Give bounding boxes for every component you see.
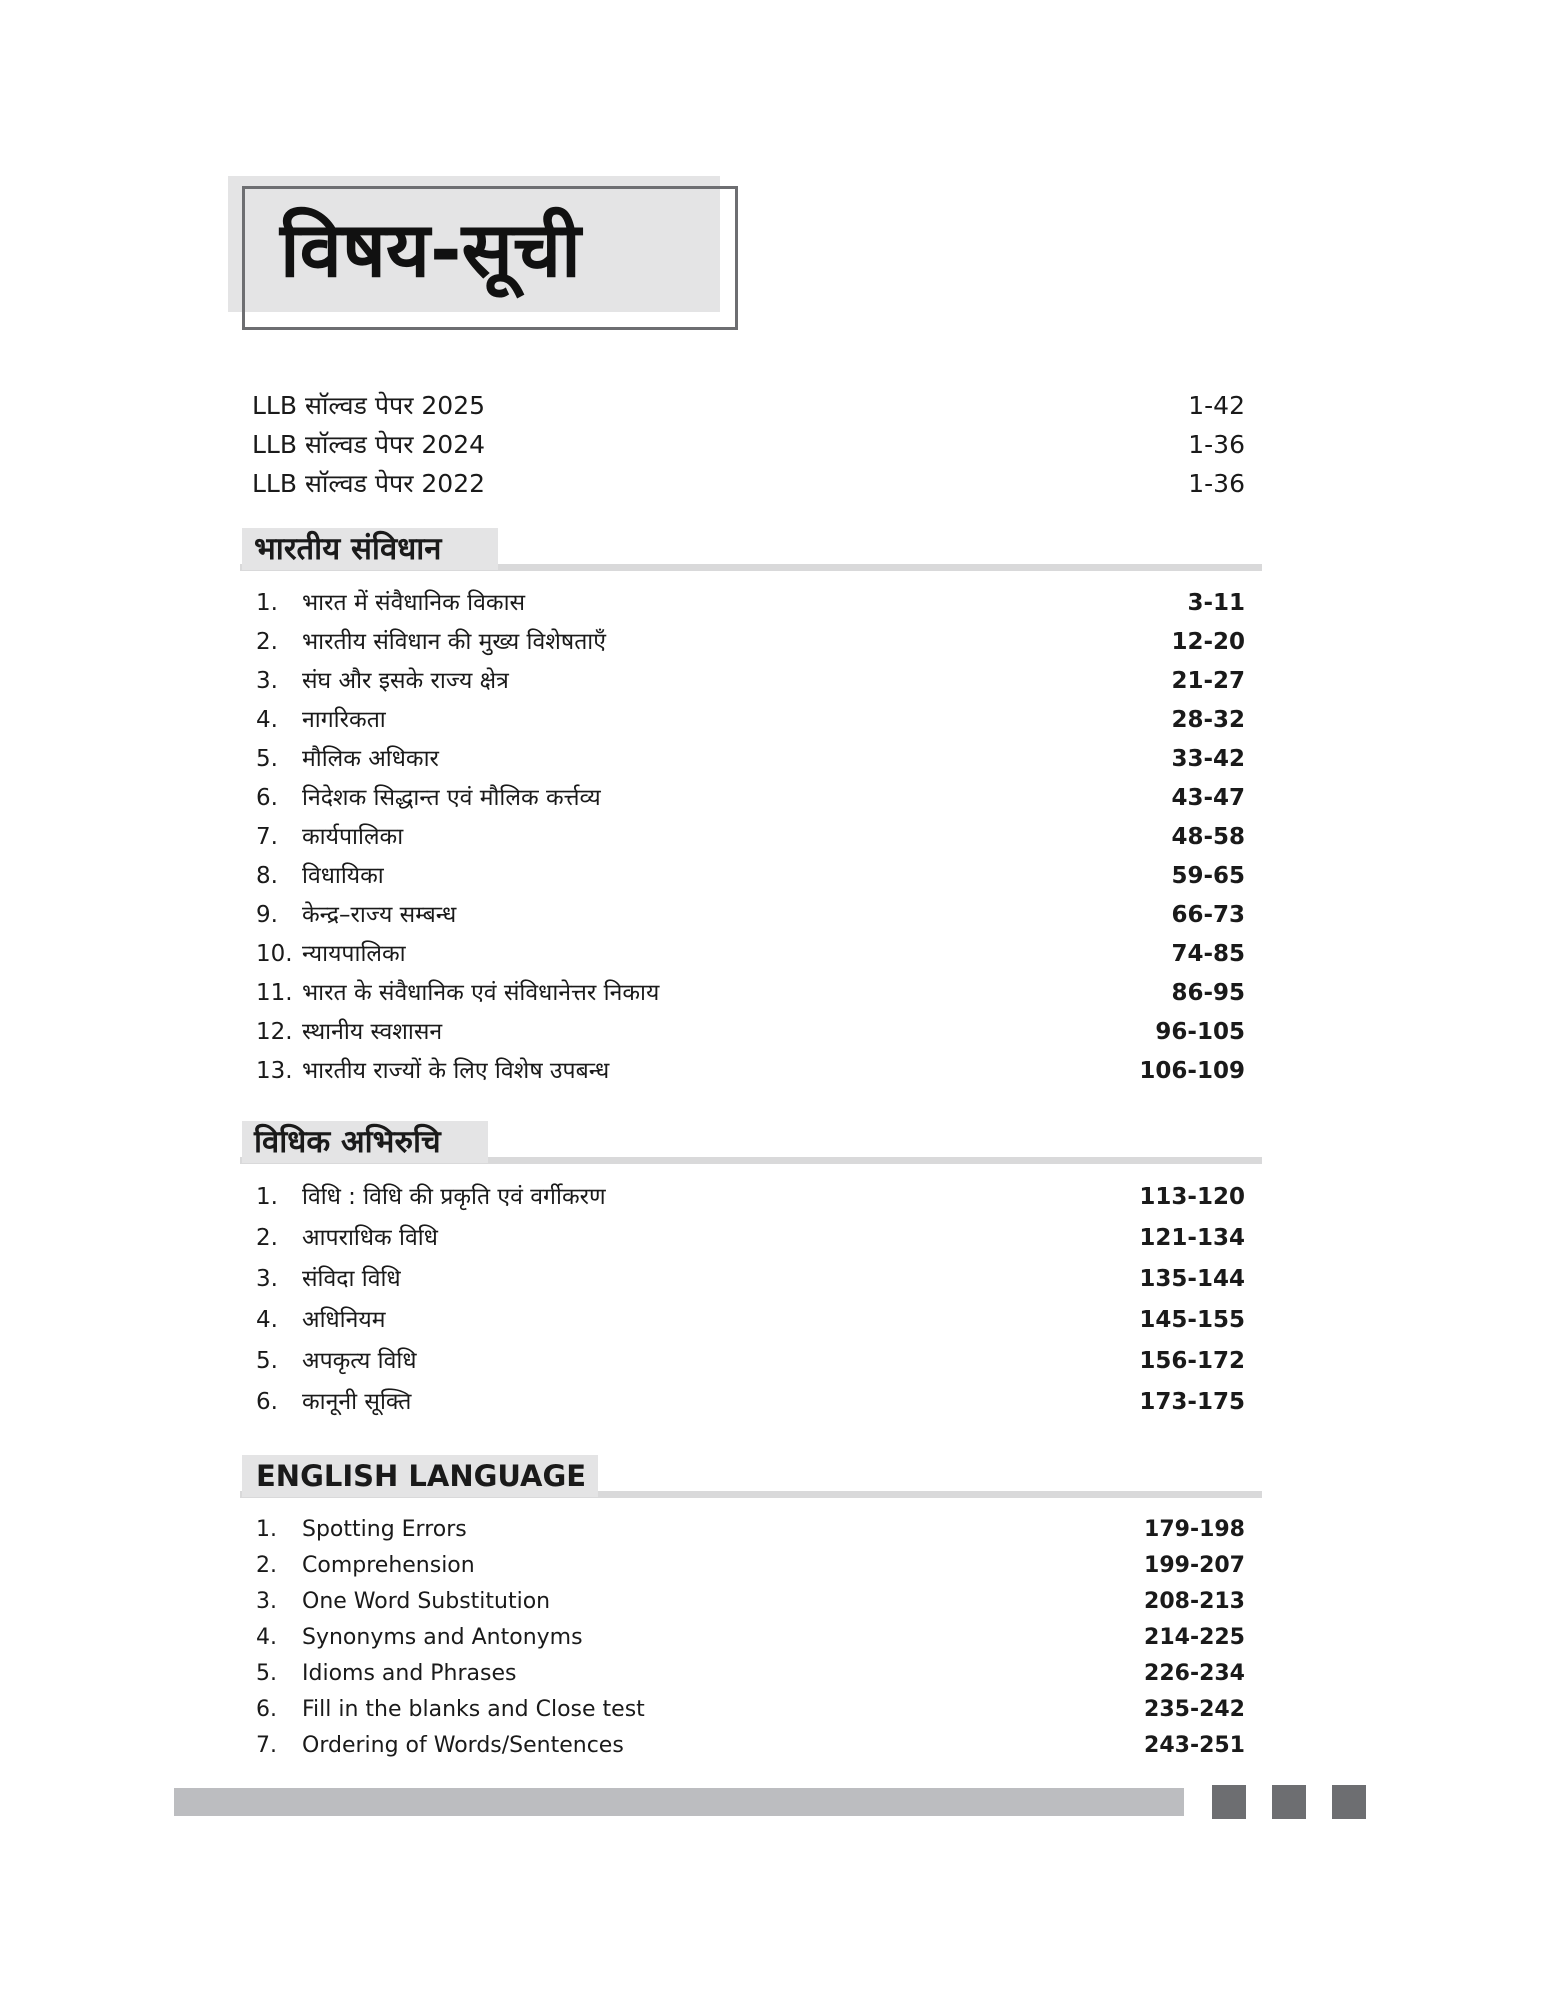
toc-label: अपकृत्य विधि: [302, 1348, 417, 1374]
toc-pages: 106-109: [1139, 1058, 1245, 1084]
toc-number: 7.: [256, 1733, 277, 1758]
toc-pages: 21-27: [1171, 668, 1245, 694]
toc-label: न्यायपालिका: [302, 941, 406, 967]
toc-pages: 173-175: [1139, 1389, 1245, 1415]
toc-row: [256, 1548, 1245, 1584]
section-title-english: ENGLISH LANGUAGE: [256, 1459, 587, 1493]
toc-row: [256, 897, 1245, 933]
solved-paper-row: [252, 466, 1245, 502]
toc-number: 9.: [256, 902, 278, 928]
toc-row: [256, 1343, 1245, 1379]
toc-row: [256, 741, 1245, 777]
toc-row: [256, 780, 1245, 816]
toc-label: संघ और इसके राज्य क्षेत्र: [302, 668, 509, 694]
toc-number: 4.: [256, 707, 278, 733]
toc-pages: 156-172: [1139, 1348, 1245, 1374]
toc-row: [256, 936, 1245, 972]
toc-row: [256, 819, 1245, 855]
toc-number: 4.: [256, 1625, 277, 1650]
toc-label: Spotting Errors: [302, 1517, 467, 1542]
toc-number: 12.: [256, 1019, 293, 1045]
toc-label: संविदा विधि: [302, 1266, 401, 1292]
toc-label: स्थानीय स्वशासन: [302, 1019, 443, 1045]
toc-pages: 214-225: [1144, 1625, 1245, 1650]
solved-paper-pages: 1-36: [1188, 430, 1245, 459]
toc-row: [256, 1620, 1245, 1656]
toc-label: कार्यपालिका: [302, 824, 404, 850]
toc-row: [256, 1261, 1245, 1297]
toc-label: विधायिका: [302, 863, 384, 889]
toc-row: [256, 1692, 1245, 1728]
solved-paper-row: [252, 388, 1245, 424]
toc-label: नागरिकता: [302, 707, 386, 733]
toc-pages: 28-32: [1171, 707, 1245, 733]
toc-pages: 12-20: [1171, 629, 1245, 655]
toc-number: 2.: [256, 1553, 277, 1578]
toc-number: 1.: [256, 1517, 277, 1542]
toc-number: 10.: [256, 941, 293, 967]
toc-number: 8.: [256, 863, 278, 889]
toc-row: [256, 1728, 1245, 1764]
toc-pages: 33-42: [1171, 746, 1245, 772]
solved-paper-label: LLB सॉल्वड पेपर 2024: [252, 430, 486, 459]
toc-label: Comprehension: [302, 1553, 475, 1578]
toc-number: 6.: [256, 785, 278, 811]
toc-row: [256, 1302, 1245, 1338]
toc-number: 5.: [256, 1661, 277, 1686]
toc-label: One Word Substitution: [302, 1589, 551, 1614]
toc-number: 3.: [256, 1266, 278, 1292]
toc-pages: 66-73: [1171, 902, 1245, 928]
toc-pages: 135-144: [1139, 1266, 1245, 1292]
solved-paper-pages: 1-42: [1188, 391, 1245, 420]
toc-row: [256, 1179, 1245, 1215]
toc-number: 3.: [256, 1589, 277, 1614]
toc-number: 2.: [256, 1225, 278, 1251]
toc-row: [256, 624, 1245, 660]
toc-row: [256, 1512, 1245, 1548]
toc-number: 5.: [256, 746, 278, 772]
section-title-constitution: भारतीय संविधान: [254, 531, 442, 567]
section-title-legal-aptitude: विधिक अभिरुचि: [254, 1124, 441, 1160]
toc-number: 3.: [256, 668, 278, 694]
toc-number: 4.: [256, 1307, 278, 1333]
toc-number: 6.: [256, 1389, 278, 1415]
toc-row: [256, 1384, 1245, 1420]
toc-row: [256, 1220, 1245, 1256]
toc-pages: 121-134: [1139, 1225, 1245, 1251]
toc-pages: 86-95: [1171, 980, 1245, 1006]
toc-row: [256, 1014, 1245, 1050]
toc-label: कानूनी सूक्ति: [302, 1389, 412, 1415]
toc-pages: 43-47: [1171, 785, 1245, 811]
solved-paper-row: [252, 427, 1245, 463]
toc-label: केन्द्र–राज्य सम्बन्ध: [302, 902, 457, 928]
toc-label: Fill in the blanks and Close test: [302, 1697, 645, 1722]
toc-pages: 235-242: [1144, 1697, 1245, 1722]
toc-pages: 179-198: [1144, 1517, 1245, 1542]
toc-label: Ordering of Words/Sentences: [302, 1733, 624, 1758]
toc-pages: 48-58: [1171, 824, 1245, 850]
toc-label: भारत के संवैधानिक एवं संविधानेत्तर निकाय: [302, 980, 660, 1006]
toc-pages: 59-65: [1171, 863, 1245, 889]
toc-label: आपराधिक विधि: [302, 1225, 438, 1251]
toc-label: Synonyms and Antonyms: [302, 1625, 583, 1650]
toc-number: 13.: [256, 1058, 293, 1084]
footer-square: [1332, 1785, 1366, 1819]
toc-row: [256, 1584, 1245, 1620]
toc-row: [256, 702, 1245, 738]
toc-pages: 208-213: [1144, 1589, 1245, 1614]
toc-row: [256, 663, 1245, 699]
toc-pages: 199-207: [1144, 1553, 1245, 1578]
page-title: विषय-सूची: [280, 205, 581, 294]
toc-label: अधिनियम: [302, 1307, 386, 1333]
solved-paper-pages: 1-36: [1188, 469, 1245, 498]
toc-pages: 113-120: [1139, 1184, 1245, 1210]
toc-label: भारतीय राज्यों के लिए विशेष उपबन्ध: [302, 1058, 610, 1084]
toc-row: [256, 858, 1245, 894]
toc-number: 6.: [256, 1697, 277, 1722]
footer-square: [1212, 1785, 1246, 1819]
toc-row: [256, 1656, 1245, 1692]
toc-pages: 96-105: [1155, 1019, 1245, 1045]
toc-number: 1.: [256, 590, 278, 616]
toc-pages: 243-251: [1144, 1733, 1245, 1758]
toc-number: 2.: [256, 629, 278, 655]
toc-pages: 3-11: [1187, 590, 1245, 616]
toc-pages: 145-155: [1139, 1307, 1245, 1333]
solved-paper-label: LLB सॉल्वड पेपर 2022: [252, 469, 486, 498]
toc-row: [256, 1053, 1245, 1089]
toc-number: 5.: [256, 1348, 278, 1374]
toc-number: 7.: [256, 824, 278, 850]
toc-row: [256, 975, 1245, 1011]
toc-label: विधि : विधि की प्रकृति एवं वर्गीकरण: [302, 1184, 606, 1210]
toc-label: निदेशक सिद्धान्त एवं मौलिक कर्त्तव्य: [302, 785, 601, 811]
toc-pages: 226-234: [1144, 1661, 1245, 1686]
footer-square: [1272, 1785, 1306, 1819]
toc-label: भारत में संवैधानिक विकास: [302, 590, 526, 616]
toc-pages: 74-85: [1171, 941, 1245, 967]
toc-number: 11.: [256, 980, 293, 1006]
solved-paper-label: LLB सॉल्वड पेपर 2025: [252, 391, 486, 420]
toc-label: Idioms and Phrases: [302, 1661, 517, 1686]
toc-row: [256, 585, 1245, 621]
toc-label: भारतीय संविधान की मुख्य विशेषताएँ: [302, 629, 606, 655]
toc-label: मौलिक अधिकार: [302, 746, 439, 772]
footer-bar: [174, 1788, 1184, 1816]
toc-number: 1.: [256, 1184, 278, 1210]
